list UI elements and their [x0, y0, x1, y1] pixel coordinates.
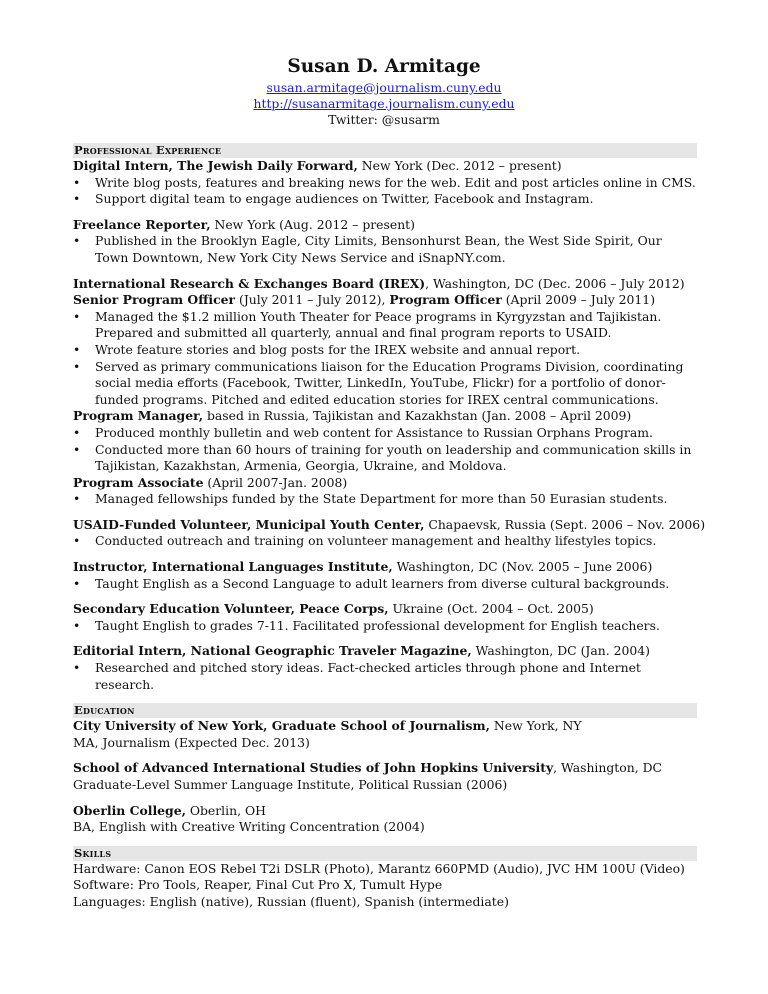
skills-software: Software: Pro Tools, Reaper, Final Cut Pro X, Tumult Hype	[73, 877, 443, 893]
job-detail: New York (Aug. 2012 – present)	[210, 216, 415, 232]
skills-hardware: Hardware: Canon EOS Rebel T2i DSLR (Photo), Marantz 660PMD (Audio), JVC HM 100U (Video)	[73, 860, 685, 876]
school-name: School of Advanced International Studies of John Hopkins University	[73, 760, 554, 776]
job-bullets	[73, 233, 697, 266]
school-name: City University of New York, Graduate School of Journalism,	[73, 718, 490, 734]
bullet-item: • Conducted more than 60 hours of training for youth on leadership and communication skills in Tajikistan, Kazakhstan, Armenia, Georgia, Ukraine, and Moldova.	[73, 442, 697, 475]
job-detail: Washington, DC (Jan. 2004)	[471, 643, 650, 659]
experience-heading: Professional Experience	[73, 143, 697, 158]
job-peace-corps	[73, 601, 697, 634]
resume-header	[0, 0, 768, 128]
role-detail: (April 2009 – July 2011)	[501, 292, 656, 308]
job-bullets	[73, 309, 697, 409]
school-line	[73, 718, 697, 735]
bullet-item: • Write blog posts, features and breaking news for the web. Edit and post articles online in CMS.	[73, 175, 697, 192]
bullet-item: • Managed the $1.2 million Youth Theater for Peace programs in Kyrgyzstan and Tajikistan. Prepared and submitted all quarterly, annual and final program reports to USAID.	[73, 309, 697, 342]
job-title-line	[73, 158, 697, 175]
job-detail: New York (Dec. 2012 – present)	[357, 158, 562, 173]
degree: Graduate-Level Summer Language Institute, Political Russian (2006)	[73, 777, 508, 792]
job-title: Freelance Reporter,	[73, 216, 211, 232]
job-forward	[73, 158, 697, 208]
skills-languages: Languages: English (native), Russian (fluent), Spanish (intermediate)	[73, 893, 509, 909]
job-instructor	[73, 559, 697, 592]
education-heading: Education	[73, 703, 697, 718]
job-detail: Washington, DC (Nov. 2005 – June 2006)	[392, 559, 653, 575]
role-title-line	[73, 292, 697, 309]
role-title: Program Associate	[73, 474, 204, 490]
role-title: Program Manager,	[73, 408, 204, 424]
job-bullets	[73, 660, 697, 693]
bullet-item: • Taught English as a Second Language to adult learners from diverse cultural backgrounds.	[73, 576, 697, 593]
bullet-item: • Taught English to grades 7-11. Facilitated professional development for English teachers.	[73, 618, 697, 635]
school-location: New York, NY	[489, 718, 582, 734]
bullet-item: • Support digital team to engage audiences on Twitter, Facebook and Instagram.	[73, 191, 697, 208]
job-bullets	[73, 175, 697, 208]
job-title: USAID-Funded Volunteer, Municipal Youth Center,	[73, 516, 425, 532]
bullet-item: • Researched and pitched story ideas. Fact-checked articles through phone and Internet research.	[73, 660, 697, 693]
job-title-line	[73, 217, 697, 234]
job-usaid	[73, 516, 706, 550]
school-name: Oberlin College,	[73, 802, 186, 818]
bullet-item: • Served as primary communications liaison for the Education Programs Division, coordinating social media efforts (Facebook, Twitter, LinkedIn, YouTube, Flickr) for a portfolio of donor-funded programs. Pitched and edited education stories for IREX central communications.	[73, 359, 697, 409]
job-title-line	[73, 643, 697, 660]
job-title: Instructor, International Languages Institute,	[73, 559, 393, 575]
job-bullets	[73, 533, 697, 550]
job-title: International Research & Exchanges Board (IREX)	[73, 275, 426, 291]
edu-sais	[73, 760, 697, 793]
school-line	[73, 803, 697, 820]
school-line	[73, 760, 697, 777]
job-irex	[73, 276, 697, 508]
job-detail: Chapaevsk, Russia (Sept. 2006 – Nov. 2006)	[424, 516, 706, 532]
skills-heading: Skills	[73, 846, 697, 861]
job-title-line	[73, 601, 697, 618]
school-location: , Washington, DC	[553, 760, 663, 776]
bullet-item: • Managed fellowships funded by the State Department for more than 50 Eurasian students.	[73, 491, 697, 508]
resume-body	[73, 143, 706, 911]
degree: MA, Journalism (Expected Dec. 2013)	[73, 734, 310, 750]
role-title: Senior Program Officer	[73, 292, 236, 308]
job-title: Digital Intern, The Jewish Daily Forward,	[73, 158, 358, 173]
twitter-handle: Twitter: @susarm	[328, 112, 440, 127]
bullet-item: • Wrote feature stories and blog posts for the IREX website and annual report.	[73, 342, 697, 359]
role-detail: (July 2011 – July 2012),	[235, 292, 390, 308]
school-location: Oberlin, OH	[185, 802, 266, 818]
job-detail: Ukraine (Oct. 2004 – Oct. 2005)	[388, 601, 594, 617]
candidate-name: Susan D. Armitage	[287, 56, 481, 77]
job-bullets	[73, 425, 697, 475]
edu-cuny	[73, 718, 697, 751]
job-title: Secondary Education Volunteer, Peace Corps,	[73, 601, 389, 617]
bullet-item: • Produced monthly bulletin and web content for Assistance to Russian Orphans Program.	[73, 425, 697, 442]
role-title: Program Officer	[389, 292, 502, 308]
bullet-item: • Conducted outreach and training on volunteer management and healthy lifestyles topics.	[73, 533, 697, 550]
job-title-line	[73, 516, 706, 534]
role-detail: (April 2007-Jan. 2008)	[203, 474, 348, 490]
job-detail: , Washington, DC (Dec. 2006 – July 2012)	[425, 275, 685, 291]
job-natgeo	[73, 643, 697, 693]
job-title: Editorial Intern, National Geographic Traveler Magazine,	[73, 643, 472, 659]
role-detail: based in Russia, Tajikistan and Kazakhstan (Jan. 2008 – April 2009)	[203, 408, 632, 424]
job-bullets	[73, 576, 697, 593]
degree: BA, English with Creative Writing Concentration (2004)	[73, 819, 425, 835]
job-bullets	[73, 618, 697, 635]
edu-oberlin	[73, 803, 697, 836]
job-title-line	[73, 276, 697, 293]
website-link[interactable]: http://susanarmitage.journalism.cuny.edu	[253, 96, 515, 111]
email-link[interactable]: susan.armitage@journalism.cuny.edu	[266, 80, 502, 95]
job-title-line	[73, 559, 697, 576]
job-freelance	[73, 217, 697, 267]
job-bullets	[73, 491, 697, 508]
role-title-line	[73, 475, 697, 492]
bullet-item: • Published in the Brooklyn Eagle, City Limits, Bensonhurst Bean, the West Side Spirit, Our Town Downtown, New York City News Service and iSnapNY.com.	[73, 233, 697, 266]
role-title-line	[73, 408, 697, 425]
